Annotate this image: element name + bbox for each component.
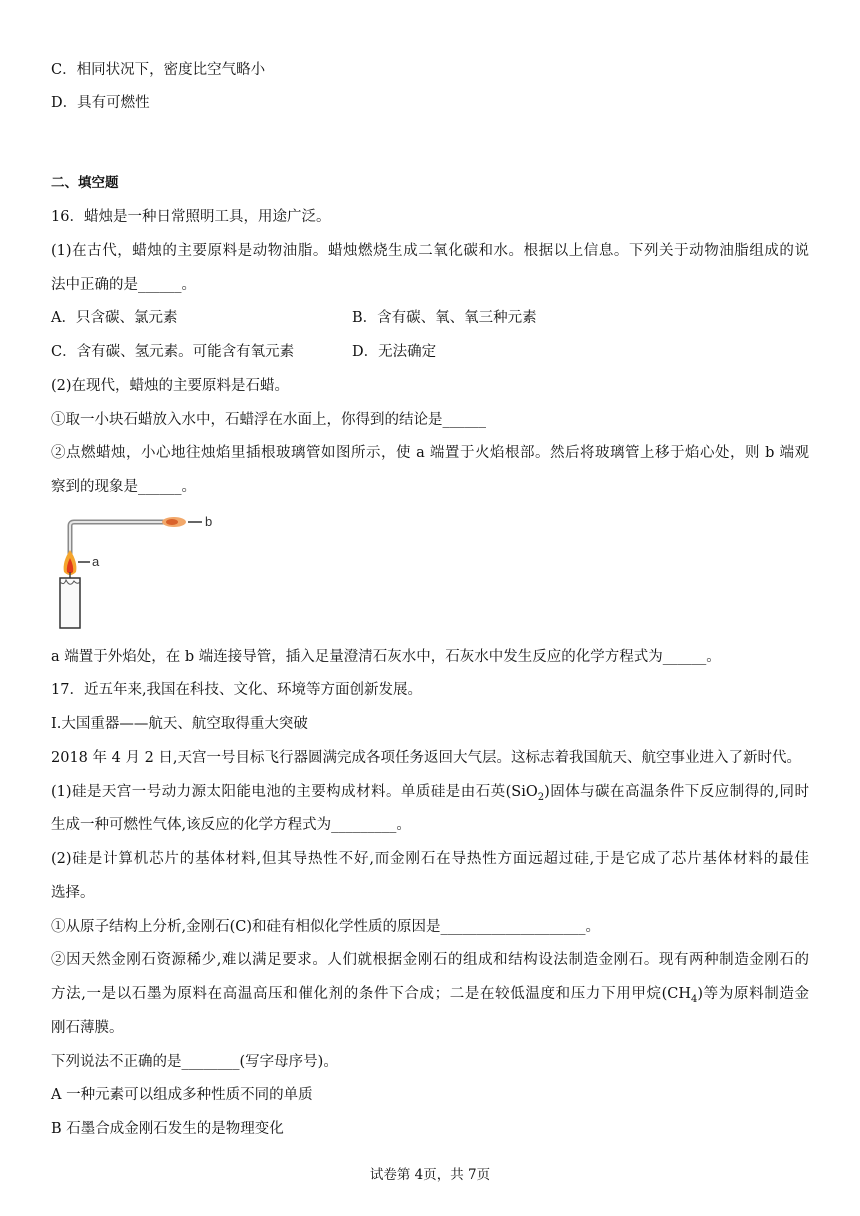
q16-part2: (2)在现代，蜡烛的主要原料是石蜡。: [51, 378, 290, 394]
q17-part1-line2: 生成一种可燃性气体,该反应的化学方程式为_________。: [51, 817, 411, 833]
section-title-fill-in: 二、填空题: [51, 175, 119, 191]
q16-part1-line1: (1)在古代，蜡烛的主要原料是动物油脂。蜡烛燃烧生成二氧化碳和水。根据以上信息。下列关于动物油脂组成的说: [51, 243, 809, 259]
q16-part2-sub2-line1: ②点燃蜡烛，小心地往烛焰里插根玻璃管如图所示，使 a 端置于火焰根部。然后将玻璃管上移于焰心处，则 b 端观: [51, 445, 809, 461]
figure-label-b: b: [205, 514, 213, 529]
q17-part2-sub2-line3: 刚石薄膜。: [51, 1020, 124, 1036]
q16-stem: 16．蜡烛是一种日常照明工具，用途广泛。: [51, 209, 331, 225]
figure-label-a: a: [92, 554, 100, 569]
q17-option-b: B 石墨合成金刚石发生的是物理变化: [51, 1121, 284, 1137]
q17-part2-line2: 选择。: [51, 885, 95, 901]
candle-glass-tube-figure: [52, 512, 232, 632]
q16-option-d: D．无法确定: [352, 344, 437, 360]
page-footer: 试卷第 4页，共 7页: [369, 1167, 491, 1183]
q17-intro: 2018 年 4 月 2 日,天宫一号目标飞行器圆满完成各项任务返回大气层。这标志着我国航天、航空事业进入了新时代。: [51, 750, 802, 766]
q17-part2-sub2-line2: 方法,一是以石墨为原料在高温高压和催化剂的条件下合成；二是在较低温度和压力下用甲烷$(CH_4)$等为原料制造金: [51, 986, 809, 1005]
q15-option-c: C．相同状况下，密度比空气略小: [51, 62, 266, 78]
q17-stem: 17．近五年来,我国在科技、文化、环境等方面创新发展。: [51, 682, 423, 698]
q17-option-a: A 一种元素可以组成多种性质不同的单质: [51, 1087, 313, 1103]
q16-option-c: C．含有碳、氢元素。可能含有氧元素: [51, 344, 295, 360]
q16-option-b: B．含有碳、氧、氧三种元素: [352, 310, 537, 326]
q17-part2-sub2-line1: ②因天然金刚石资源稀少,难以满足要求。人们就根据金刚石的组成和结构设法制造金刚石。现有两种制造金刚石的: [51, 952, 809, 968]
q17-part2-line1: (2)硅是计算机芯片的基体材料,但其导热性不好,而金刚石在导热性方面远超过硅,于是它成了芯片基体材料的最佳: [51, 851, 809, 867]
q17-part1-line1: (1)硅是天宫一号动力源太阳能电池的主要构成材料。单质硅是由石英(SiO$_2$)固体与碳在高温条件下反应制得的,同时: [51, 784, 809, 803]
q17-part2-sub1: ①从原子结构上分析,金刚石(C)和硅有相似化学性质的原因是____________________。: [51, 919, 601, 935]
q16-part2-sub1: ①取一小块石蜡放入水中，石蜡浮在水面上，你得到的结论是______: [51, 412, 486, 428]
q16-part2-sub3: a 端置于外焰处，在 b 端连接导管，插入足量澄清石灰水中，石灰水中发生反应的化学方程式为______。: [51, 649, 721, 665]
q16-part1-line2: 法中正确的是______。: [51, 277, 196, 293]
q16-part2-sub2-line2: 察到的现象是______。: [51, 479, 196, 495]
q17-part1-title: I.大国重器——航天、航空取得重大突破: [51, 716, 308, 732]
q17-question: 下列说法不正确的是________(写字母序号)。: [51, 1054, 338, 1070]
q16-option-a: A．只含碳、氯元素: [51, 310, 178, 326]
q15-option-d: D．具有可燃性: [51, 95, 150, 111]
